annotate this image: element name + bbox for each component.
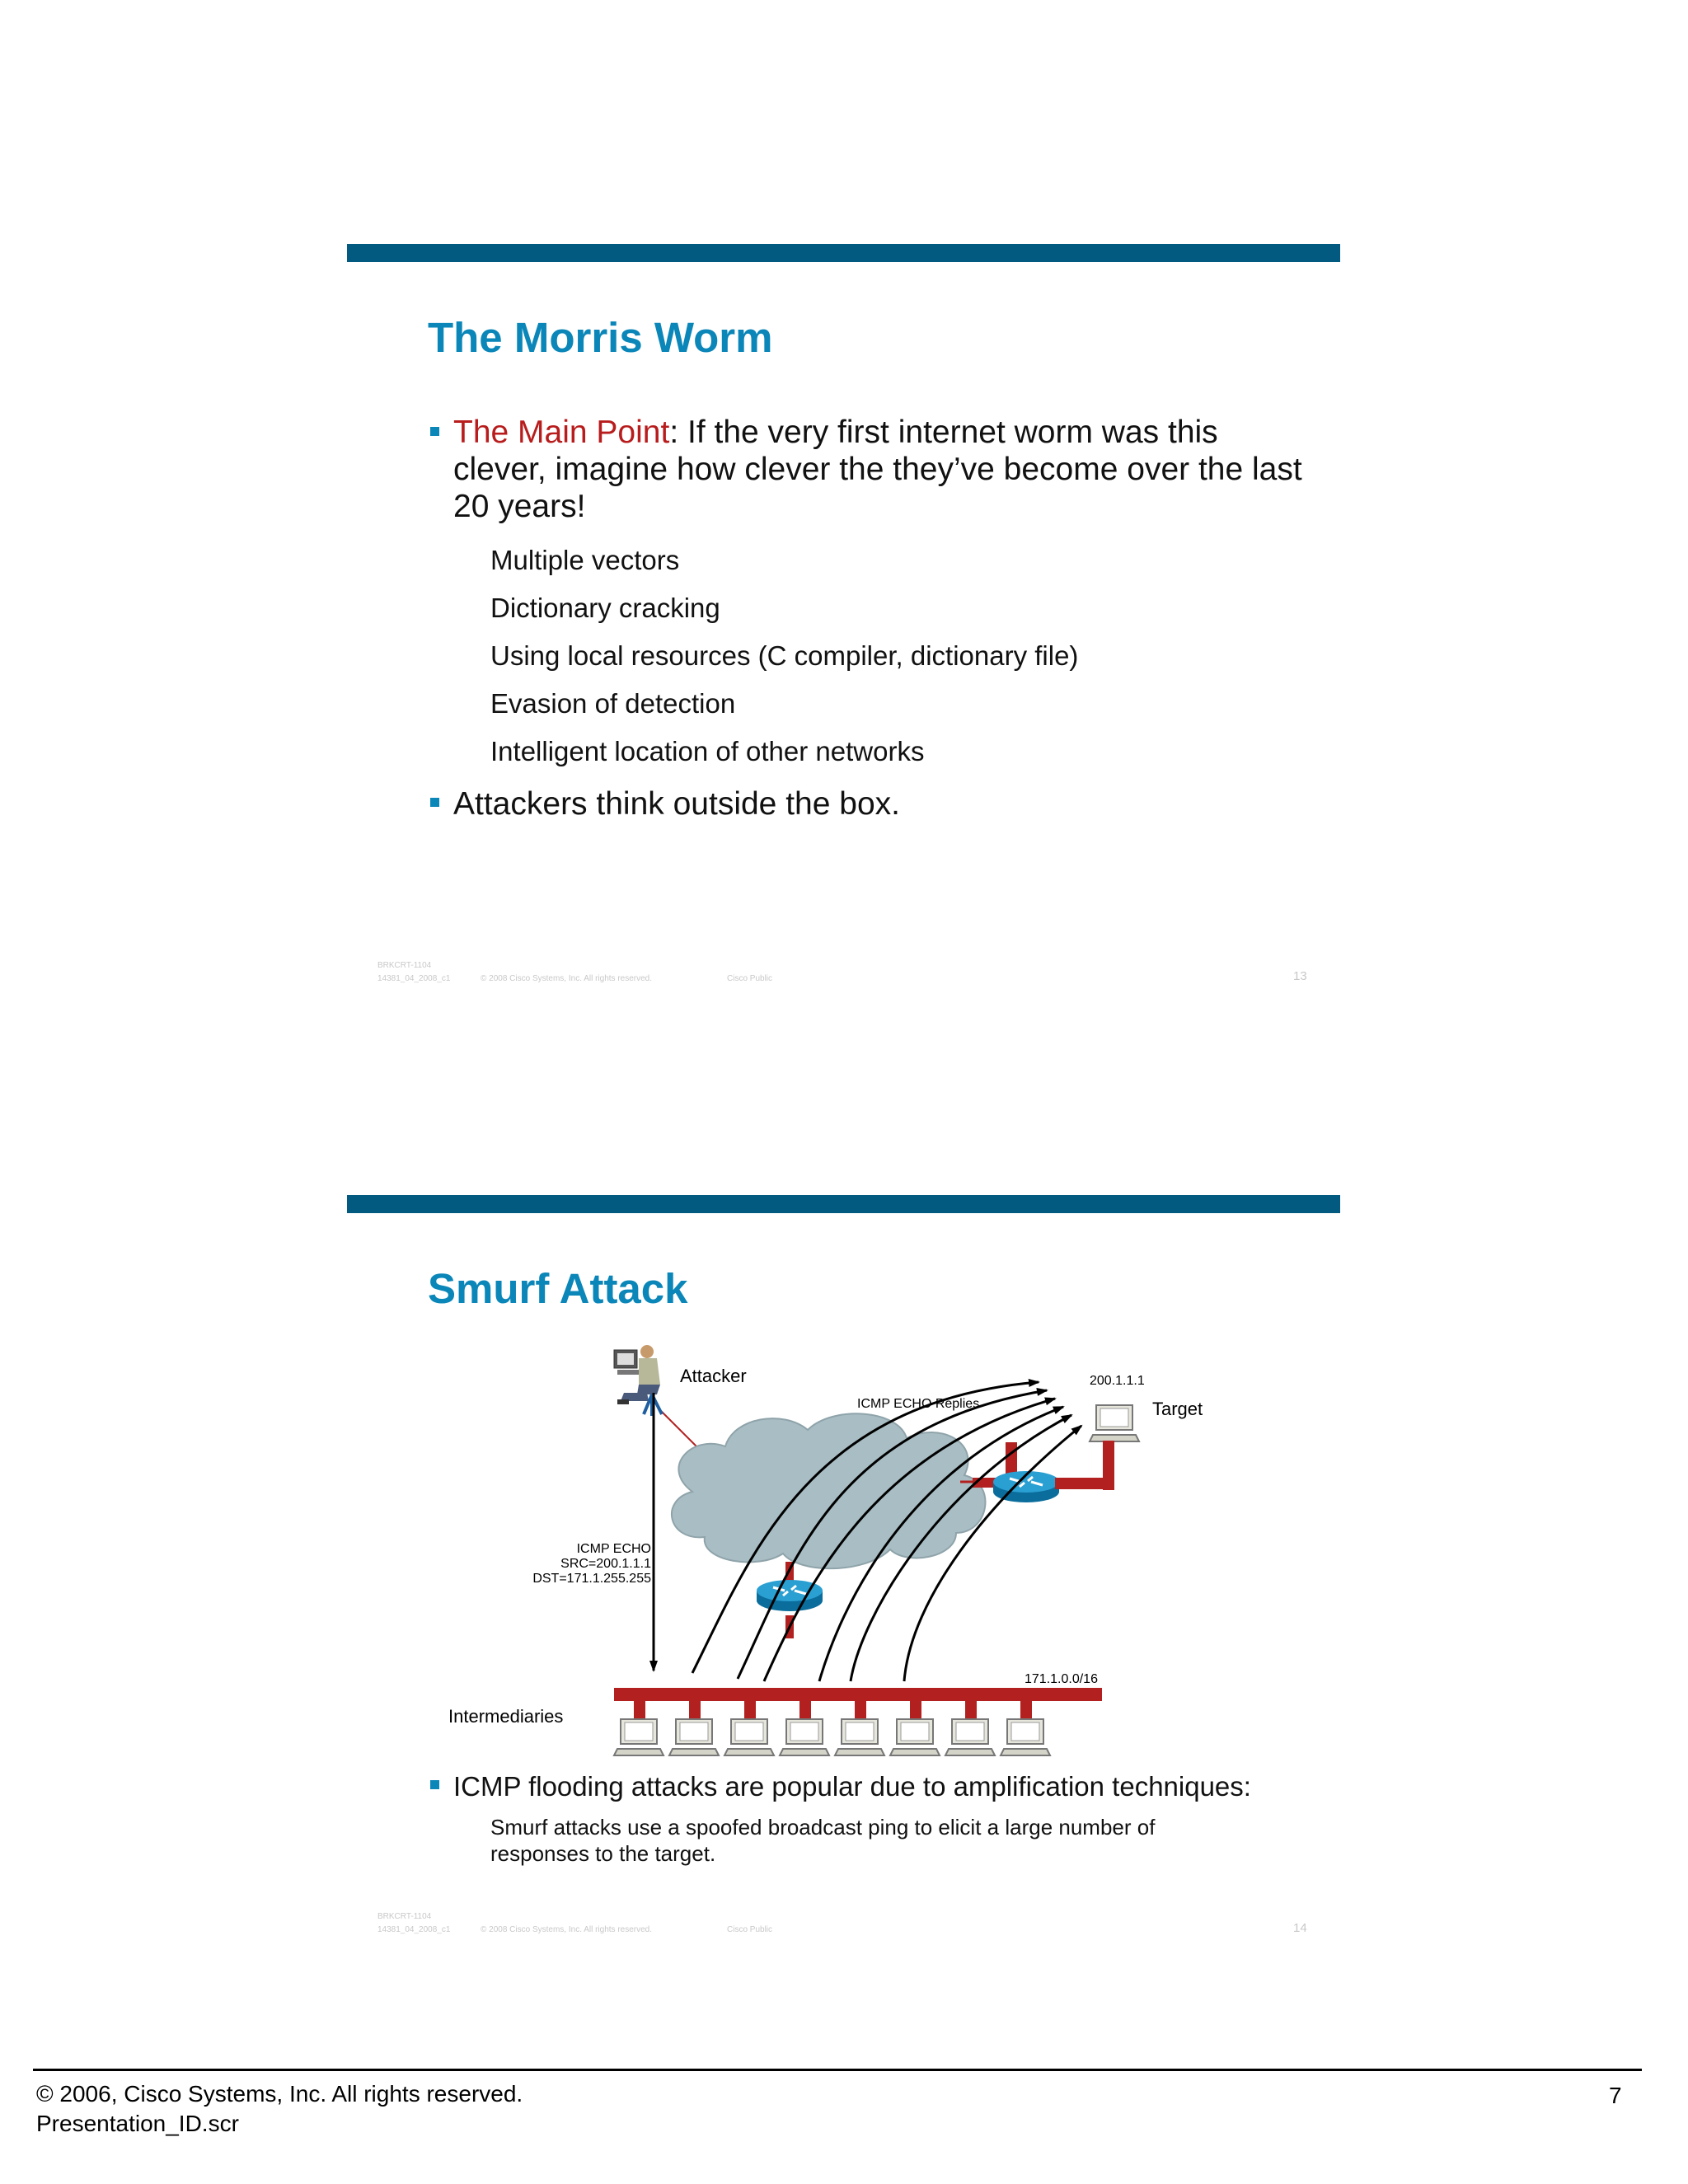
- target-computer-icon: [1090, 1405, 1139, 1441]
- slide1-bullet2-marker: [430, 798, 439, 807]
- slide1-page-number: 13: [1293, 969, 1307, 983]
- slide2-header-bar: [347, 1195, 1340, 1213]
- slide2-footer-class: Cisco Public: [727, 1925, 773, 1934]
- computer-icon: [1001, 1719, 1050, 1755]
- slide1-sub-item: Dictionary cracking: [490, 593, 720, 623]
- intermediaries-label: Intermediaries: [448, 1706, 564, 1727]
- target-label: Target: [1152, 1399, 1203, 1419]
- slide2-bullet1: ICMP flooding attacks are popular due to amplification techniques:: [453, 1771, 1251, 1802]
- page-footer-rule: [33, 2069, 1642, 2071]
- slide1-footer-code2: 14381_04_2008_c1: [377, 974, 451, 983]
- lan-backbone: [614, 1688, 1102, 1701]
- subnet-label: 171.1.0.0/16: [1025, 1672, 1098, 1686]
- computer-icon: [890, 1719, 940, 1755]
- computer-icon: [835, 1719, 884, 1755]
- echo-label-2: SRC=200.1.1.1: [560, 1557, 651, 1571]
- slide1-sub-item: Evasion of detection: [490, 688, 736, 719]
- echo-label-1: ICMP ECHO: [576, 1542, 651, 1556]
- slide1-sub-item: Multiple vectors: [490, 545, 680, 575]
- intermediary-computers: [634, 1701, 1032, 1719]
- slide2-sub-line1: Smurf attacks use a spoofed broadcast ping to elicit a large number of: [490, 1815, 1156, 1840]
- target-ip-label: 200.1.1.1: [1090, 1374, 1145, 1388]
- computer-icon: [669, 1719, 719, 1755]
- slide2-bullet1-marker: [430, 1780, 439, 1789]
- computer-icon: [945, 1719, 995, 1755]
- slide1-main-point-label: The Main Point: [453, 415, 670, 450]
- slide2-title: Smurf Attack: [428, 1265, 688, 1312]
- computer-icon: [614, 1719, 663, 1755]
- slide1-header-bar: [347, 244, 1340, 262]
- internet-cloud-icon: [672, 1413, 986, 1568]
- slide1-title: The Morris Worm: [428, 314, 773, 361]
- slide1-bullet1: [453, 414, 1311, 525]
- computer-icon: [780, 1719, 829, 1755]
- smurf-attack-diagram: [412, 1343, 1269, 1772]
- slide1-footer-copyright: © 2008 Cisco Systems, Inc. All rights reserved.: [481, 974, 653, 983]
- page-footer-copyright: © 2006, Cisco Systems, Inc. All rights reserved.: [36, 2081, 523, 2107]
- slide2-footer-copyright: © 2008 Cisco Systems, Inc. All rights reserved.: [481, 1925, 653, 1934]
- slide1-footer-class: Cisco Public: [727, 974, 773, 983]
- computer-icon: [724, 1719, 774, 1755]
- slide2-page-number: 14: [1293, 1921, 1307, 1935]
- page-footer-number: 7: [1609, 2083, 1622, 2108]
- attacker-label: Attacker: [680, 1366, 747, 1386]
- slide2-sub-line2: responses to the target.: [490, 1841, 716, 1866]
- slide1-bullet1-marker: [430, 427, 439, 436]
- slide1-sub-item: Using local resources (C compiler, dictionary file): [490, 640, 1079, 671]
- echo-label-3: DST=171.1.255.255: [532, 1572, 651, 1586]
- slide1-bullet2: Attackers think outside the box.: [453, 786, 900, 822]
- slide2-footer-code2: 14381_04_2008_c1: [377, 1925, 451, 1934]
- slide1-bullet1-text: : If the very first internet worm was this clever, imagine how clever the they’ve become over the last 20 years!: [453, 415, 1302, 524]
- page-footer-presentation: Presentation_ID.scr: [36, 2111, 239, 2136]
- slide1-footer-code: BRKCRT-1104: [377, 961, 432, 970]
- slide2-footer-code: BRKCRT-1104: [377, 1912, 432, 1921]
- slide1-sub-item: Intelligent location of other networks: [490, 736, 925, 766]
- replies-label: ICMP ECHO Replies: [857, 1397, 980, 1411]
